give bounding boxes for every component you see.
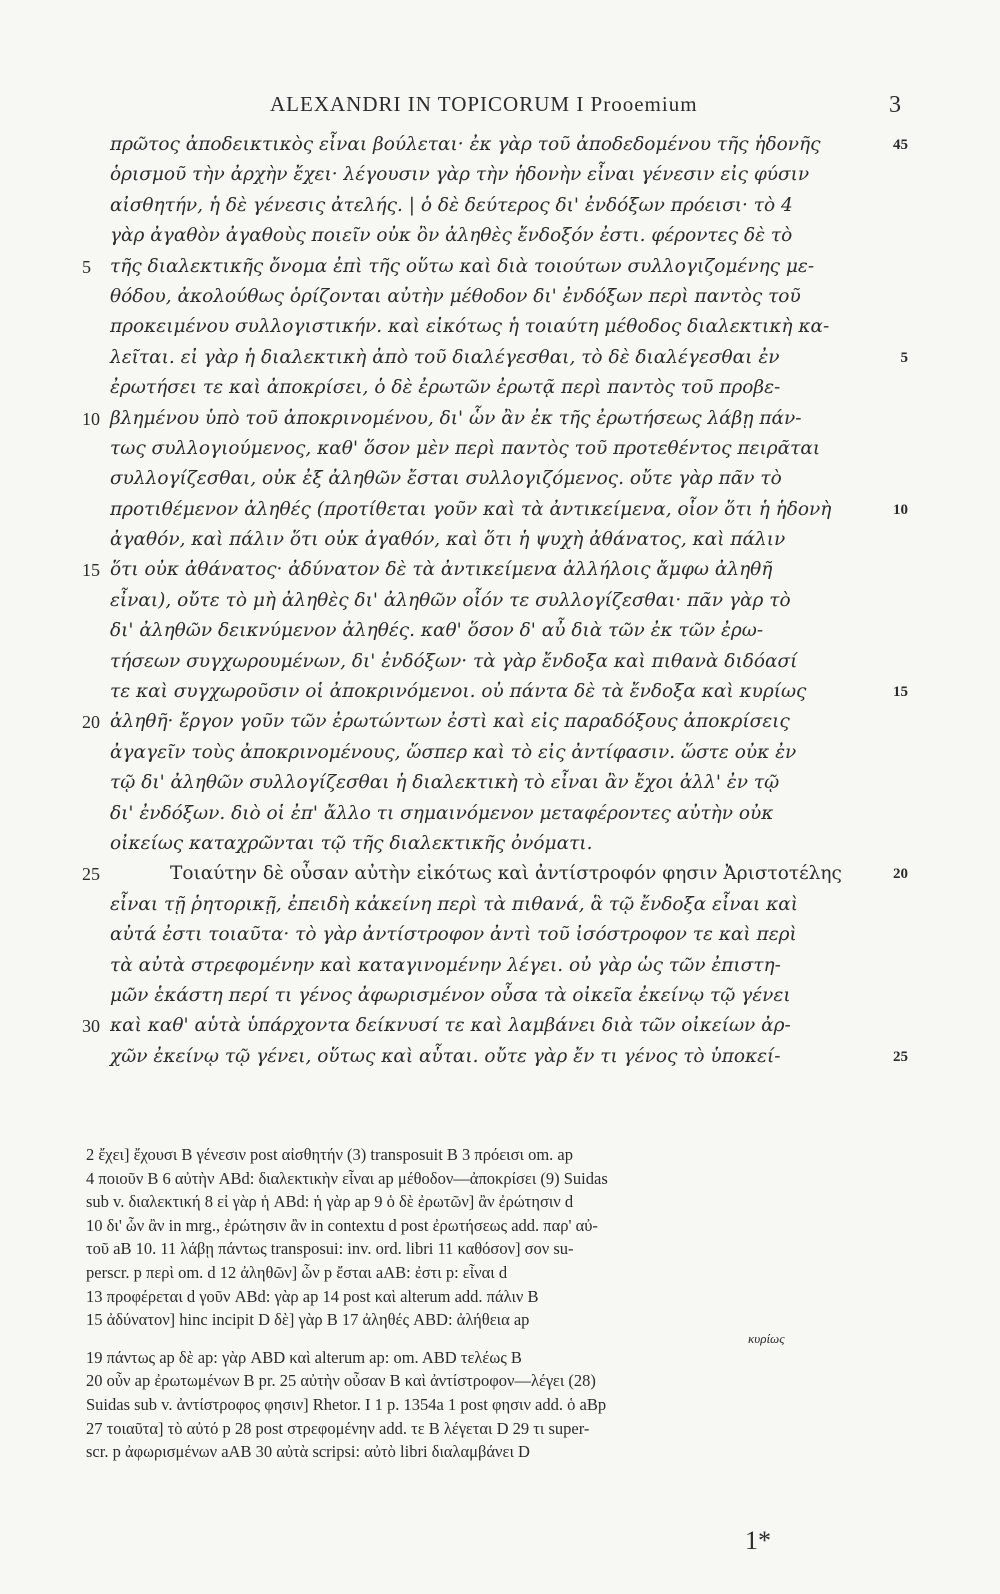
running-header	[270, 92, 902, 122]
text-line	[0, 829, 1000, 859]
text-line	[0, 616, 1000, 646]
apparatus-line	[0, 1369, 1000, 1393]
line-text: αὐτά ἐστι τοιαῦτα· τὸ γὰρ ἀντίστροφον ἀντὶ τοῦ ἰσόστροφον τε καὶ περὶ	[110, 924, 797, 946]
text-line	[0, 586, 1000, 616]
line-text: καὶ καθ' αὑτὰ ὑπάρχοντα δείκνυσί τε καὶ λαμβάνει διὰ τῶν οἰκείων ἀρ-	[110, 1015, 791, 1037]
line-text: συλλογίζεσθαι, οὐκ ἐξ ἀληθῶν ἔσται συλλογιζόμενος. οὔτε γὰρ πᾶν τὸ	[110, 468, 782, 490]
apparatus-line	[0, 1285, 1000, 1309]
apparatus-line	[0, 1332, 1000, 1346]
line-text: λεῖται. εἰ γὰρ ἡ διαλεκτικὴ ἀπὸ τοῦ διαλέγεσθαι, τὸ δὲ διαλέγεσθαι ἐν	[110, 346, 780, 368]
text-line	[0, 677, 1000, 707]
line-text: εἶναι), οὔτε τὸ μὴ ἀληθὲς δι' ἀληθῶν οἷόν τε συλλογίζεσθαι· πᾶν γὰρ τὸ	[110, 589, 791, 611]
apparatus-line	[0, 1237, 1000, 1261]
apparatus-text: 20 οὖν ap ἐρωτωμένων B pr. 25 αὐτὴν οὖσαν B καὶ ἀντίστροφον—λέγει (28)	[86, 1371, 596, 1391]
text-line	[0, 434, 1000, 464]
line-text: ἐρωτήσει τε καὶ ἀποκρίσει, ὁ δὲ ἐρωτῶν ἐρωτᾷ περὶ παντὸς τοῦ προβε-	[110, 377, 781, 399]
text-line	[0, 282, 1000, 312]
apparatus-line	[0, 1143, 1000, 1167]
apparatus-line	[0, 1346, 1000, 1370]
critical-apparatus	[0, 1143, 1000, 1464]
text-line	[0, 799, 1000, 829]
text-line	[0, 404, 1000, 434]
line-text: εἶναι τῇ ῥητορικῇ, ἐπειδὴ κἀκείνη περὶ τὰ πιθανά, ἃ τῷ ἔνδοξα εἶναι καὶ	[110, 893, 798, 915]
line-text: ἀληθῆ· ἔργον γοῦν τῶν ἐρωτώντων ἐστὶ καὶ εἰς παραδόξους ἀποκρίσεις	[110, 711, 790, 733]
text-line	[0, 890, 1000, 920]
apparatus-text: 10 δι' ὧν ἂν in mrg., ἐρώτησιν ἂν in contextu d post ἐρωτήσεως add. παρ' αὐ-	[86, 1215, 598, 1235]
apparatus-text: κυρίως	[748, 1330, 785, 1346]
line-text: χῶν ἐκείνῳ τῷ γένει, οὕτως καὶ αὗται. οὔτε γὰρ ἔν τι γένος τὸ ὑποκεί-	[110, 1045, 781, 1067]
margin-reference-number: 15	[893, 684, 908, 701]
line-text: τὰ αὐτὰ στρεφομένην καὶ καταγινομένην λέγει. οὐ γὰρ ὡς τῶν ἐπιστη-	[110, 954, 781, 976]
line-text: οἰκείως καταχρῶνται τῷ τῆς διαλεκτικῆς ὀνόματι.	[110, 832, 593, 854]
line-text: μῶν ἑκάστη περί τι γένος ἀφωρισμένον οὖσα τὰ οἰκεῖα ἐκείνῳ τῷ γένει	[110, 984, 791, 1006]
running-title: ALEXANDRI IN TOPICORUM I Prooemium	[270, 92, 698, 116]
line-number: 15	[82, 560, 100, 581]
line-text: τως συλλογιούμενος, καθ' ὅσον μὲν περὶ παντὸς τοῦ προτεθέντος πειρᾶται	[110, 437, 821, 459]
margin-reference-number: 45	[893, 137, 908, 153]
line-text: ἀγαγεῖν τοὺς ἀποκρινομένους, ὥσπερ καὶ τὸ εἰς ἀντίφασιν. ὥστε οὐκ ἐν	[110, 741, 797, 763]
text-line	[0, 738, 1000, 768]
text-line	[0, 981, 1000, 1011]
line-text: τῷ δι' ἀληθῶν συλλογίζεσθαι ἡ διαλεκτικὴ τὸ εἶναι ἂν ἔχοι ἀλλ' ἐν τῷ	[110, 772, 780, 794]
text-line	[0, 252, 1000, 282]
text-line	[0, 191, 1000, 221]
apparatus-text: 2 ἔχει] ἔχουσι B γένεσιν post αἰσθητήν (3) transposuit B 3 πρόεισι om. ap	[86, 1145, 573, 1164]
page-number: 3	[889, 92, 902, 118]
text-line	[0, 160, 1000, 190]
line-number: 5	[82, 256, 91, 277]
apparatus-text: sub v. διαλεκτική 8 εἰ γὰρ ἡ ABd: ἡ γὰρ ap 9 ὁ δὲ ἐρωτῶν] ἂν ἐρώτησιν d	[86, 1192, 574, 1212]
line-text: δι' ἀληθῶν δεικνύμενον ἀληθές. καθ' ὅσον δ' αὖ διὰ τῶν ἐκ τῶν ἐρω-	[110, 620, 764, 642]
line-text: τήσεων συγχωρουμένων, δι' ἐνδόξων· τὰ γὰρ ἔνδοξα καὶ πιθανὰ διδόασί	[110, 650, 798, 672]
apparatus-line	[0, 1393, 1000, 1417]
text-line	[0, 525, 1000, 555]
margin-reference-number: 25	[893, 1048, 908, 1065]
text-line	[0, 707, 1000, 737]
line-text: αἰσθητήν, ἡ δὲ γένεσις ἀτελής. | ὁ δὲ δεύτερος δι' ἐνδόξων πρόεισι· τὸ 4	[110, 194, 793, 216]
line-text: Τοιαύτην δὲ οὖσαν αὐτὴν εἰκότως καὶ ἀντίστροφόν φησιν Ἀριστοτέλης	[170, 863, 842, 885]
line-text: ὅτι οὐκ ἀθάνατος· ἀδύνατον δὲ τὰ ἀντικείμενα ἀλλήλοις ἄμφω ἀληθῆ	[110, 559, 773, 581]
text-line	[0, 647, 1000, 677]
apparatus-line	[0, 1190, 1000, 1214]
line-number: 30	[82, 1016, 100, 1037]
line-text: προτιθέμενον ἀληθές (προτίθεται γοῦν καὶ τὰ ἀντικείμενα, οἷον ὅτι ἡ ἡδονὴ	[110, 498, 832, 520]
apparatus-line	[0, 1167, 1000, 1191]
apparatus-line	[0, 1417, 1000, 1441]
text-line	[0, 221, 1000, 251]
text-line	[0, 768, 1000, 798]
line-text: πρῶτος ἀποδεικτικὸς εἶναι βούλεται· ἐκ γὰρ τοῦ ἀποδεδομένου τῆς ἡδονῆς	[110, 134, 821, 155]
line-text: ὁρισμοῦ τὴν ἀρχὴν ἔχει· λέγουσιν γὰρ τὴν ἡδονὴν εἶναι γένεσιν εἰς φύσιν	[110, 164, 810, 186]
line-text: τῆς διαλεκτικῆς ὄνομα ἐπὶ τῆς οὕτω καὶ διὰ τοιούτων συλλογιζομένης με-	[110, 255, 815, 277]
apparatus-text: Suidas sub v. ἀντίστροφος φησιν] Rhetor. I 1 p. 1354a 1 post φησιν add. ὁ aBp	[86, 1394, 607, 1414]
line-text: προκειμένου συλλογιστικήν. καὶ εἰκότως ἡ τοιαύτη μέθοδος διαλεκτικὴ κα-	[110, 316, 830, 338]
text-line	[0, 951, 1000, 981]
line-text: δι' ἐνδόξων. διὸ οἱ ἐπ' ἄλλο τι σημαινόμενον μεταφέροντες αὐτὴν οὐκ	[110, 802, 774, 824]
apparatus-text: 19 πάντως ap δὲ ap: γὰρ ABD καὶ alterum ap: om. ABD τελέως B	[86, 1347, 522, 1367]
margin-reference-number: 10	[893, 501, 908, 518]
signature-mark: 1*	[745, 1526, 771, 1555]
line-number: 20	[82, 712, 100, 733]
apparatus-line	[0, 1308, 1000, 1332]
apparatus-text: perscr. p περὶ om. d 12 ἀληθῶν] ὧν p ἔσται aAB: ἐστι p: εἶναι d	[86, 1262, 508, 1282]
line-text: γὰρ ἀγαθὸν ἀγαθοὺς ποιεῖν οὐκ ὂν ἀληθὲς ἔνδοξόν ἐστι. φέροντες δὲ τὸ	[110, 225, 793, 247]
text-line	[0, 859, 1000, 889]
line-text: τε καὶ συγχωροῦσιν οἱ ἀποκρινόμενοι. οὐ πάντα δὲ τὰ ἔνδοξα καὶ κυρίως	[110, 681, 807, 703]
line-number: 25	[82, 864, 100, 885]
apparatus-line	[0, 1214, 1000, 1238]
line-text: ἀγαθόν, καὶ πάλιν ὅτι οὐκ ἀγαθόν, καὶ ὅτι ἡ ψυχὴ ἀθάνατος, καὶ πάλιν	[110, 529, 786, 551]
margin-reference-number: 5	[900, 349, 908, 366]
apparatus-line	[0, 1261, 1000, 1285]
apparatus-line	[0, 1440, 1000, 1464]
text-line	[0, 495, 1000, 525]
text-line	[0, 1042, 1000, 1072]
text-line	[0, 1011, 1000, 1041]
apparatus-text: 13 προφέρεται d γοῦν ABd: γὰρ ap 14 post καὶ alterum add. πάλιν B	[86, 1286, 539, 1306]
apparatus-text: τοῦ aB 10. 11 λάβῃ πάντως transposui: inv. ord. libri 11 καθόσον] σον su-	[86, 1239, 574, 1259]
apparatus-text: 15 ἀδύνατον] hinc incipit D δὲ] γὰρ B 17 ἀληθές ABD: ἀλήθεια ap	[86, 1310, 530, 1330]
text-line	[0, 130, 1000, 160]
margin-reference-number: 20	[893, 866, 908, 883]
apparatus-text: 27 τοιαῦτα] τὸ αὐτό p 28 post στρεφομένην add. τε B λέγεται D 29 τι super-	[86, 1418, 590, 1438]
line-number: 10	[82, 408, 100, 429]
line-text: θόδου, ἀκολούθως ὁρίζονται αὐτὴν μέθοδον δι' ἐνδόξων περὶ παντὸς τοῦ	[110, 285, 801, 307]
apparatus-text: 4 ποιοῦν B 6 αὐτὴν ABd: διαλεκτικὴν εἶναι ap μέθοδον—ἀποκρίσει (9) Suidas	[86, 1168, 608, 1188]
main-text	[0, 130, 1000, 1072]
text-line	[0, 343, 1000, 373]
apparatus-text: scr. p ἀφωρισμένων aAB 30 αὐτὰ scripsi: αὐτὸ libri διαλαμβάνει D	[86, 1442, 530, 1462]
text-line	[0, 312, 1000, 342]
text-line	[0, 555, 1000, 585]
text-line	[0, 920, 1000, 950]
text-line	[0, 373, 1000, 403]
line-text: βλημένου ὑπὸ τοῦ ἀποκρινομένου, δι' ὧν ἂν ἐκ τῆς ἐρωτήσεως λάβῃ πάν-	[110, 407, 802, 429]
text-line	[0, 464, 1000, 494]
